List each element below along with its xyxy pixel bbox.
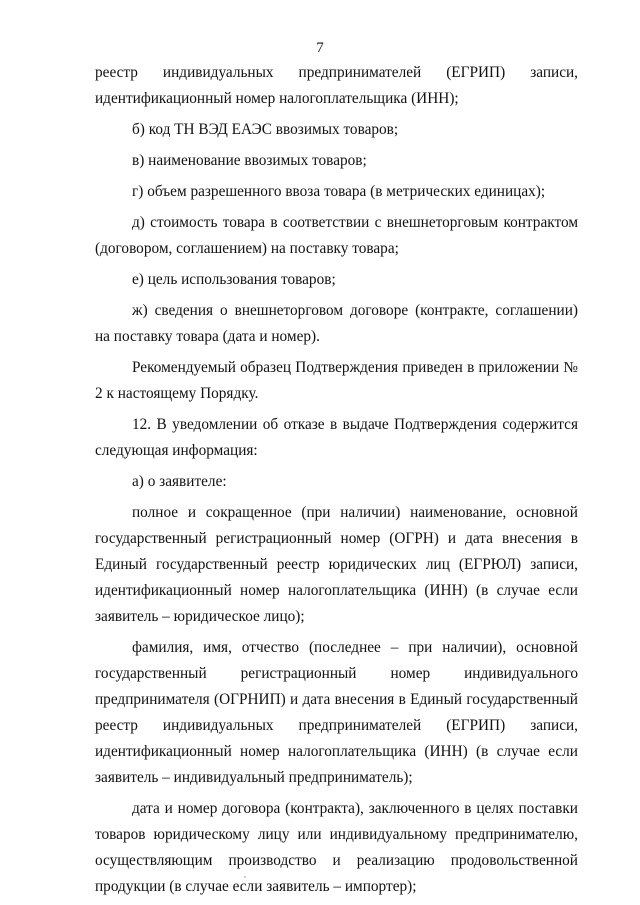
paragraph-continuation-end: идентификационный номер налогоплательщика (ИНН); [95, 90, 459, 107]
paragraph-continuation-line: реестр индивидуальных предпринимателей (ЕГРИП) записи, [95, 64, 578, 81]
scan-speck [244, 876, 246, 878]
document-body [95, 60, 578, 900]
list-item-g: г) объем разрешенного ввоза товара (в метрических единицах); [132, 183, 546, 200]
list-item-v: в) наименование ввозимых товаров; [132, 152, 367, 169]
list-item-e: е) цель использования товаров; [132, 271, 336, 288]
legal-entity-paragraph: полное и сокращенное (при наличии) наименование, основной государственный регистрационный номер (ОГРН) и дата внесения в Единый государственный реестр юридических лиц (ЕГРЮЛ) записи, идентификационный номер налогоплательщика (ИНН) (в случае если заявитель – юридическое лицо); [95, 504, 578, 625]
list-item-a-applicant: а) о заявителе: [132, 473, 227, 490]
section-12-paragraph: 12. В уведомлении об отказе в выдаче Подтверждения содержится следующая информация: [95, 416, 578, 459]
individual-entrepreneur-paragraph: фамилия, имя, отчество (последнее – при наличии), основной государственный регистрационный номер индивидуального предпринимателя (ОГРНИП) и дата внесения в Единый государственный реестр индивидуальных предпринимателей (ЕГРИП) записи, идентификационный номер налогоплательщика (ИНН) (в случае если заявитель – индивидуальный предприниматель); [95, 639, 578, 786]
importer-contract-paragraph: дата и номер договора (контракта), заключенного в целях поставки товаров юридическому лицу или индивидуальному предпринимателю, осуществляющим производство и реализацию продовольственной продукции (в случае если заявитель – импортер); [95, 800, 578, 895]
page-number: 7 [316, 40, 324, 56]
list-item-d: д) стоимость товара в соответствии с внешнеторговым контрактом (договором, соглашением) на поставку товара; [95, 214, 578, 257]
recommended-sample-paragraph: Рекомендуемый образец Подтверждения приведен в приложении № 2 к настоящему Порядку. [95, 359, 578, 402]
list-item-b: б) код ТН ВЭД ЕАЭС ввозимых товаров; [132, 121, 399, 138]
list-item-zh: ж) сведения о внешнеторговом договоре (контракте, соглашении) на поставку товара (дата и номер). [95, 302, 578, 345]
